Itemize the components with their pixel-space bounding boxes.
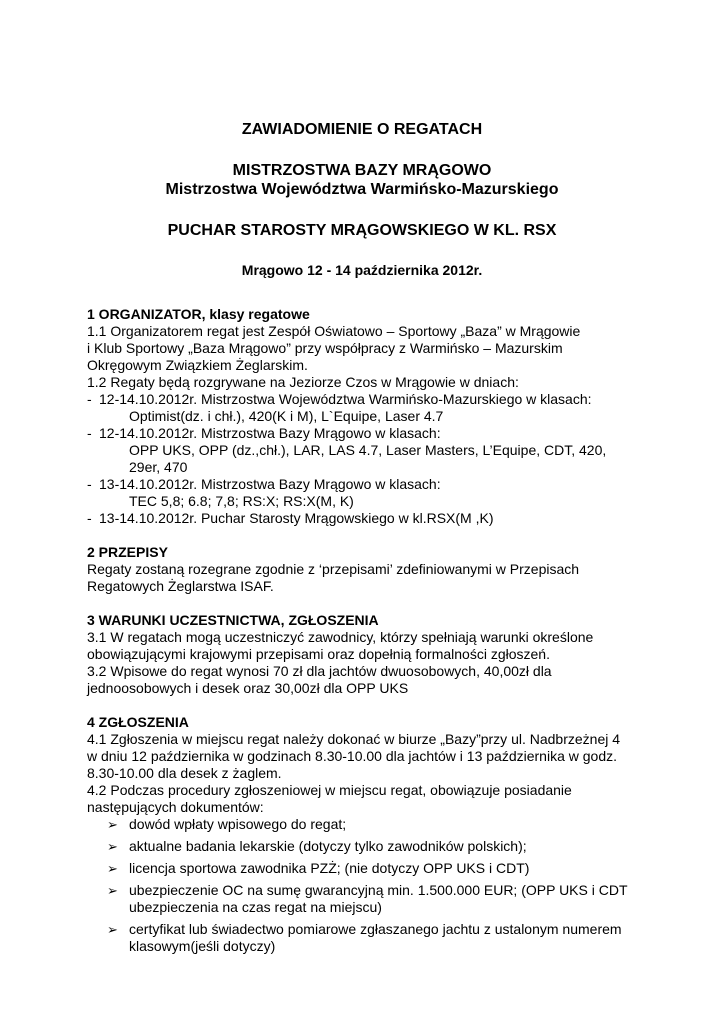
schedule-item xyxy=(87,425,647,476)
arrow-bullet-icon: ➢ xyxy=(107,922,118,937)
list-item xyxy=(107,860,647,877)
text-line: 3.1 W regatach mogą uczestniczyć zawodnicy, którzy spełniają warunki określone xyxy=(87,629,594,645)
text-line: 4.1 Zgłoszenia w miejscu regat należy dokonać w biurze „Bazy”przy ul. Nadbrzeżnej 4 xyxy=(87,731,621,747)
schedule-line: 13-14.10.2012r. Mistrzostwa Bazy Mrągowo w klasach: xyxy=(99,476,441,492)
class-list: 29er, 470 xyxy=(129,459,188,475)
list-item-text: certyfikat lub świadectwo pomiarowe zgłaszanego jachtu z ustalonym numerem xyxy=(129,921,622,937)
list-item-text: ubezpieczenie OC na sumę gwarancyjną min. 1.500.000 EUR; (OPP UKS i CDT xyxy=(129,882,628,898)
schedule-line: 12-14.10.2012r. Mistrzostwa Województwa Warmińsko-Mazurskiego w klasach: xyxy=(99,391,592,407)
list-item-text: klasowym(jeśli dotyczy) xyxy=(129,938,276,954)
section-entries xyxy=(87,714,647,955)
class-list: Optimist(dz. i chł.), 420(K i M), L`Equipe, Laser 4.7 xyxy=(129,408,444,424)
section-heading: 3 WARUNKI UCZESTNICTWA, ZGŁOSZENIA xyxy=(87,612,379,628)
dash-marker: - xyxy=(87,510,92,526)
dash-marker: - xyxy=(87,425,92,441)
arrow-bullet-icon: ➢ xyxy=(107,861,118,876)
required-documents-list xyxy=(87,816,647,955)
arrow-bullet-icon: ➢ xyxy=(107,839,118,854)
text-line: i Klub Sportowy „Baza Mrągowo” przy współpracy z Warmińsko – Mazurskim xyxy=(87,340,563,356)
list-item xyxy=(107,882,647,916)
schedule-line: 13-14.10.2012r. Puchar Starosty Mrągowskiego w kl.RSX(M ,K) xyxy=(99,510,494,526)
section-heading: 2 PRZEPISY xyxy=(87,544,168,560)
dash-marker: - xyxy=(87,391,92,407)
text-line: obowiązującymi krajowymi przepisami oraz dopełnią formalności zgłoszeń. xyxy=(87,646,550,662)
text-line: 3.2 Wpisowe do regat wynosi 70 zł dla jachtów dwuosobowych, 40,00zł dla xyxy=(87,663,552,679)
list-item-text: aktualne badania lekarskie (dotyczy tylko zawodników polskich); xyxy=(129,838,527,854)
section-rules xyxy=(87,544,647,595)
class-list: TEC 5,8; 6.8; 7,8; RS:X; RS:X(M, K) xyxy=(129,493,354,509)
schedule-item xyxy=(87,510,647,527)
cup-title: PUCHAR STAROSTY MRĄGOWSKIEGO W KL. RSX xyxy=(167,222,557,239)
text-line: 8.30-10.00 dla desek z żaglem. xyxy=(87,765,282,781)
section-heading: 4 ZGŁOSZENIA xyxy=(87,714,189,730)
schedule-item xyxy=(87,391,647,425)
class-list: OPP UKS, OPP (dz.,chł.), LAR, LAS 4.7, Laser Masters, L’Equipe, CDT, 420, xyxy=(129,442,607,458)
schedule-item xyxy=(87,476,647,510)
text-line: Okręgowym Związkiem Żeglarskim. xyxy=(87,357,308,373)
list-item xyxy=(107,816,647,833)
list-item-text: licencja sportowa zawodnika PZŻ; (nie dotyczy OPP UKS i CDT) xyxy=(129,860,530,876)
event-name: MISTRZOSTWA BAZY MRĄGOWO xyxy=(232,162,492,179)
document-title: ZAWIADOMIENIE O REGATACH xyxy=(241,121,483,138)
list-item xyxy=(107,921,647,955)
arrow-bullet-icon: ➢ xyxy=(107,883,118,898)
dash-marker: - xyxy=(87,476,92,492)
text-line: Regaty zostaną rozegrane zgodnie z ‘przepisami’ zdefiniowanymi w Przepisach xyxy=(87,561,580,577)
list-item xyxy=(107,838,647,855)
section-organizer xyxy=(87,306,647,527)
text-line: 4.2 Podczas procedury zgłoszeniowej w miejscu regat, obowiązuje posiadanie xyxy=(87,782,572,798)
event-subtitle: Mistrzostwa Województwa Warmińsko-Mazurskiego xyxy=(165,181,559,198)
arrow-bullet-icon: ➢ xyxy=(107,817,118,832)
list-item-text: ubezpieczenia na czas regat na miejscu) xyxy=(129,899,382,915)
section-heading: 1 ORGANIZATOR, klasy regatowe xyxy=(87,306,310,322)
text-line: następujących dokumentów: xyxy=(87,799,264,815)
text-line: w dniu 12 października w godzinach 8.30-10.00 dla jachtów i 13 października w godz. xyxy=(87,748,617,764)
text-line: 1.1 Organizatorem regat jest Zespół Oświatowo – Sportowy „Baza” w Mrągowie xyxy=(87,323,581,339)
text-line: 1.2 Regaty będą rozgrywane na Jeziorze Czos w Mrągowie w dniach: xyxy=(87,374,519,390)
document-body xyxy=(87,306,647,960)
section-eligibility xyxy=(87,612,647,697)
event-date: Mrągowo 12 - 14 października 2012r. xyxy=(241,262,483,278)
list-item-text: dowód wpłaty wpisowego do regat; xyxy=(129,816,347,832)
schedule-line: 12-14.10.2012r. Mistrzostwa Bazy Mrągowo w klasach: xyxy=(99,425,441,441)
text-line: Regatowych Żeglarstwa ISAF. xyxy=(87,578,274,594)
text-line: jednoosobowych i desek oraz 30,00zł dla OPP UKS xyxy=(87,680,409,696)
